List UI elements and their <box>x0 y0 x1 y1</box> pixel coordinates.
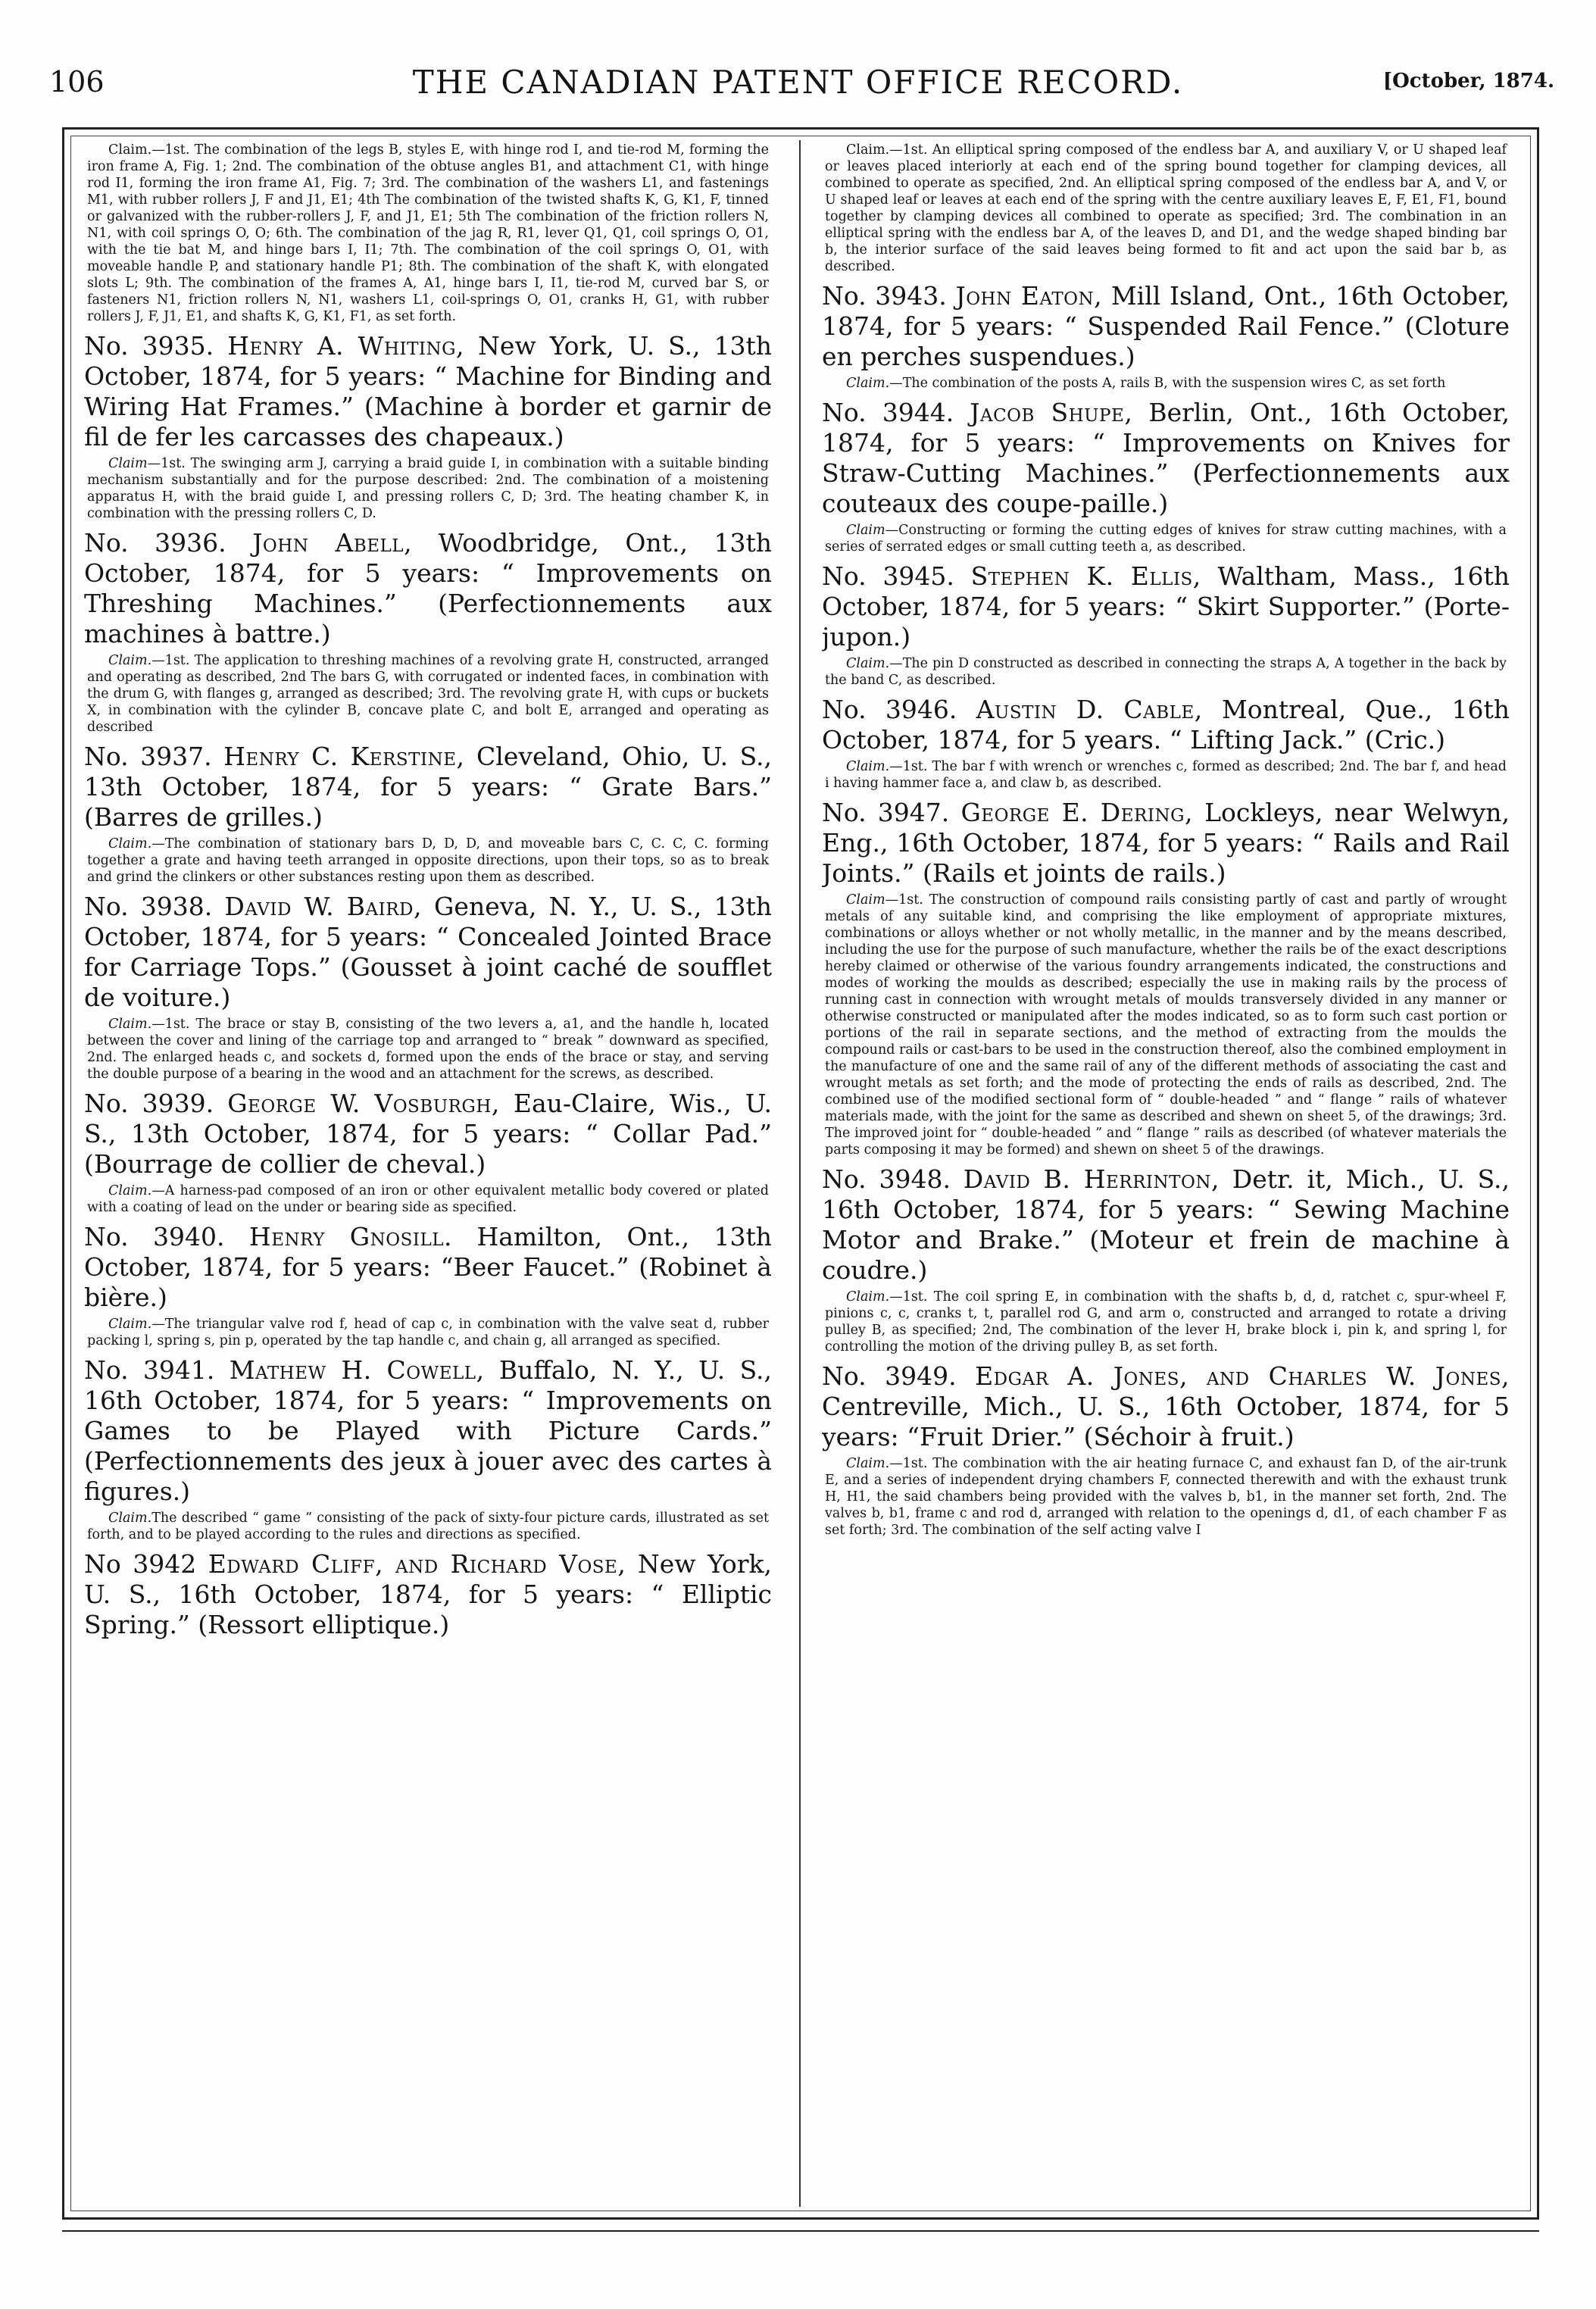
inventor-name: George E. Dering, <box>960 798 1193 827</box>
patent-details: Berlin, Ont., 16th October, 1874, for 5 years: “ Improvements on Knives for Straw-Cutting Machines.” (Perfectionnements aux couteaux des coupe-paille.) <box>822 398 1510 518</box>
patent-number: No. 3936. <box>84 528 226 558</box>
patent-number: No. 3944. <box>822 398 954 427</box>
inventor-name: John Eaton, <box>955 281 1103 311</box>
inventor-name: Henry Gnosill. <box>248 1222 453 1251</box>
patent-number: No. 3946. <box>822 695 957 724</box>
entry-list <box>84 331 772 1640</box>
patent-number: No. 3947. <box>822 798 950 827</box>
patent-number: No. 3943. <box>822 281 947 311</box>
claim-label: Claim. <box>846 759 890 774</box>
patent-details: Centreville, Mich., U. S., 16th October, 1874, for 5 years: “Fruit Drier.” (Séchoir à fruit.) <box>822 1392 1510 1451</box>
patent-claim <box>87 1316 769 1349</box>
patent-number: No. 3939. <box>84 1089 214 1118</box>
patent-number: No. 3938. <box>84 892 213 921</box>
patent-claim <box>825 522 1507 555</box>
issue-date: [October, 1874. <box>1382 70 1554 92</box>
patent-entry <box>822 281 1510 372</box>
patent-details: Buffalo, N. Y., U. S., 16th October, 1874, for 5 years: “ Improvements on Games to be Played with Picture Cards.” (Perfectionnements des jeux à jouer avec des cartes à figures.) <box>84 1355 772 1506</box>
inventor-name: Austin D. Cable, <box>976 695 1203 724</box>
patent-claim <box>87 455 769 522</box>
patent-number: No. 3945. <box>822 561 954 591</box>
continued-claim: Claim.—1st. The combination of the legs B, styles E, with hinge rod I, and tie-rod M, forming the iron frame A, Fig. 1; 2nd. The combination of the obtuse angles B1, and attachment C1, with hinge rod I1, forming the iron frame A1, Fig. 7; 3rd. The combination of the washers L1, and fastenings M1, with rubber rollers J, F and J1, E1; 4th The combination of the twisted shafts K, G, K1, F, tinned or galvanized with the rubber-rollers J, F, and J1, E1; 5th The combination of the friction rollers N, N1, with coil springs O, O; 6th. The combination of the jag R, R1, lever Q1, Q1, coil springs O, O1, with the tie bat M, and hinge bars I, I1; 7th. The combination of the coil springs O, O1, with moveable handle P, and stationary handle P1; 8th. The combination of the shaft K, with elongated slots L; 9th. The combination of the frames A, A1, hinge bars I, I1, tie-rod M, curved bar S, or fasteners N1, friction rollers N, N1, washers L1, coil-springs O, O1, cranks H, G1, with rubber rollers J, F, J1, E1, and shafts K, G, K1, F1, as set forth. <box>87 142 769 324</box>
claim-label: Claim. <box>108 653 152 668</box>
patent-claim <box>87 1510 769 1543</box>
patent-details: Geneva, N. Y., U. S., 13th October, 1874, for 5 years: “ Concealed Jointed Brace for Carriage Tops.” (Gousset à joint caché de soufflet de voiture.) <box>84 892 772 1012</box>
claim-label: Claim. <box>846 656 890 671</box>
running-head <box>42 59 1554 112</box>
patent-claim <box>87 1016 769 1083</box>
patent-entry <box>822 695 1510 755</box>
left-column <box>84 142 772 2207</box>
patent-details: Detr. it, Mich., U. S., 16th October, 1874, for 5 years: “ Sewing Machine Motor and Brake.” (Moteur et frein de machine à coudre.) <box>822 1164 1510 1285</box>
inventor-name: David B. Herrinton, <box>963 1164 1220 1194</box>
patent-number: No. 3940. <box>84 1222 225 1251</box>
patent-details: Montreal, Que., 16th October, 1874, for 5 years. “ Lifting Jack.” (Cric.) <box>822 695 1510 755</box>
claim-text: —The combination of the posts A, rails B, with the suspension wires C, as set forth <box>889 376 1446 391</box>
patent-entry <box>822 398 1510 519</box>
patent-number: No. 3937. <box>84 742 212 771</box>
claim-text: —1st. The swinging arm J, carrying a braid guide I, in combination with a suitable binding mechanism substantially and for the purpose described: 2nd. The combination of a moistening apparatus H, with the braid guide I, and pressing rollers C, D; 3rd. The heating chamber K, in combination with the pressing rollers C, D. <box>87 456 769 521</box>
patent-claim <box>825 1455 1507 1539</box>
patent-claim <box>825 375 1507 392</box>
claim-text: —Constructing or forming the cutting edges of knives for straw cutting machines, with a series of serrated edges or small cutting teeth a, as described. <box>825 523 1507 555</box>
page-frame <box>62 127 1539 2220</box>
patent-entry <box>84 1549 772 1640</box>
patent-entry <box>84 1222 772 1313</box>
patent-claim <box>825 758 1507 792</box>
patent-claim <box>87 836 769 886</box>
claim-label: Claim. <box>846 376 890 391</box>
claim-text: —A harness-pad composed of an iron or other equivalent metallic body covered or plated with a coating of lead on the under or bearing side as specified. <box>87 1183 769 1215</box>
entry-list <box>822 281 1510 1539</box>
inventor-name: Edward Cliff, and Richard Vose, <box>208 1549 626 1579</box>
patent-details: Eau-Claire, Wis., U. S., 13th October, 1874, for 5 years: “ Collar Pad.” (Bourrage de collier de cheval.) <box>84 1089 772 1179</box>
patent-details: Cleveland, Ohio, U. S., 13th October, 1874, for 5 years: “ Grate Bars.” (Barres de grilles.) <box>84 742 772 832</box>
inventor-name: Henry A. Whiting, <box>227 331 465 361</box>
journal-title: THE CANADIAN PATENT OFFICE RECORD. <box>412 64 1184 101</box>
claim-label: Claim. <box>108 1017 152 1032</box>
claim-text: —1st. The combination with the air heating furnace C, and exhaust fan D, of the air-trunk E, and a series of independent drying chambers F, connected therewith and with the exhaust trunk H, H1, the said chambers being provided with the valves b, b1, in the manner set forth, 2nd. The valves b, b1, frame c and rod d, arranged with relation to the openings d, d1, of each chamber F as set forth; 3rd. The combination of the self acting valve I <box>825 1456 1507 1538</box>
patent-entry <box>84 892 772 1013</box>
inventor-name: Stephen K. Ellis, <box>970 561 1201 591</box>
claim-text: —The pin D constructed as described in connecting the straps A, A together in the back by the band C, as described. <box>825 656 1507 688</box>
patent-details: Hamilton, Ont., 13th October, 1874, for 5 years: “Beer Faucet.” (Robinet à bière.) <box>84 1222 772 1312</box>
patent-details: Woodbridge, Ont., 13th October, 1874, for 5 years: “ Improvements on Threshing Machines.” (Perfectionnements aux machines à battre.) <box>84 528 772 648</box>
patent-claim <box>87 652 769 736</box>
patent-entry <box>84 742 772 833</box>
right-column <box>822 142 1510 2207</box>
patent-details: New York, U. S., 13th October, 1874, for 5 years: “ Machine for Binding and Wiring Hat Frames.” (Machine à border et garnir de fil de fer les carcasses des chapeaux.) <box>84 331 772 451</box>
claim-label: Claim. <box>108 1317 152 1332</box>
patent-details: New York, U. S., 16th October, 1874, for 5 years: “ Elliptic Spring.” (Ressort elliptique.) <box>84 1549 772 1639</box>
patent-claim <box>825 1289 1507 1355</box>
claim-text: —1st. The coil spring E, in combination with the shafts b, d, d, ratchet c, spur-wheel F, pinions c, c, cranks t, t, parallel rod G, and arm o, constructed and arranged to rotate a driving pulley B, as specified; 2nd, The combination of the lever H, brake block i, pin k, and spring l, for controlling the motion of the driving pulley B, as set forth. <box>825 1289 1507 1354</box>
patent-entry <box>84 1089 772 1179</box>
patent-number: No. 3941. <box>84 1355 215 1385</box>
patent-entry <box>822 561 1510 652</box>
claim-label: Claim <box>846 892 885 908</box>
patent-number: No 3942 <box>84 1549 197 1579</box>
patent-entry <box>84 528 772 649</box>
claim-label: Claim <box>846 523 885 538</box>
patent-entry <box>84 1355 772 1507</box>
claim-text: —The triangular valve rod f, head of cap c, in combination with the valve seat d, rubber packing l, spring s, pin p, operated by the tap handle c, and chain g, all arranged as specified. <box>87 1317 769 1348</box>
claim-text: —1st. The construction of compound rails consisting partly of cast and partly of wrought metals of any suitable kind, and comprising the like employment of appropriate mixtures, combinations or alloys whether or not wholly metallic, in the manner and by the means described, including the use for the purpose of such manufacture, whether the rails be of the exact descriptions hereby claimed or otherwise of the various foundry arrangements indicated, the constructions and modes of working the moulds as described; especially the use in making rails by the process of running cast in connection with wrought metals of moulds transversely divided in any manner or otherwise constructed or manipulated after the modes indicated, so as to form such cast portion or portions of the rail in separate sections, and the method of extracting from the moulds the compound rails or cast-bars to be used in the construction thereof, also the combined employment in the manufacture of one and the same rail of any of the different methods of associating the cast and wrought metals as set forth; and the mode of protecting the ends of rails as described, 2nd. The combined use of the modified sectional form of “ double-headed ” and “ flange ” rails of whatever materials made, with the joint for the same as described and shewn on sheet 5, of the drawings; 3rd. The improved joint for “ double-headed ” and “ flange ” rails as described (of whatever materials the parts composing it may be formed) and shewn on sheet 5 of the drawings. <box>825 892 1507 1158</box>
patent-entry <box>84 331 772 452</box>
inventor-name: John Abell, <box>252 528 413 558</box>
inventor-name: Edgar A. Jones, and Charles W. Jones, <box>975 1361 1510 1391</box>
column-divider <box>799 140 801 2207</box>
claim-text: —The combination of stationary bars D, D, D, and moveable bars C, C. C, C. forming together a grate and having teeth arranged in opposite directions, upon their tops, so as to break and grind the clinkers or other substances resting upon them as described. <box>87 836 769 885</box>
inventor-name: Henry C. Kerstine, <box>223 742 465 771</box>
inventor-name: George W. Vosburgh, <box>227 1089 500 1118</box>
patent-number: No. 3949. <box>822 1361 957 1391</box>
bottom-rule <box>62 2230 1539 2232</box>
claim-label: Claim. <box>108 836 152 851</box>
claim-text: —1st. The bar f with wrench or wrenches c, formed as described; 2nd. The bar f, and head i having hammer face a, and claw b, as described. <box>825 759 1507 791</box>
claim-label: Claim. <box>108 1511 152 1526</box>
claim-label: Claim. <box>846 1289 890 1304</box>
patent-claim <box>87 1183 769 1216</box>
continued-claim: Claim.—1st. An elliptical spring composed of the endless bar A, and auxiliary V, or U shaped leaf or leaves placed interiorly at each end of the spring bound together for clamping devices, all combined to operate as specified, 2nd. An elliptical spring composed of the endless bar A, and V, or U shaped leaf or leaves at each end of the spring with the centre auxiliary leaves E, F, E1, F1, bound together by clamping devices all combined to operate as specified; 3rd. The combination in an elliptical spring with the endless bar A, of the leaves D, and D1, and the wedge shaped binding bar b, the interior surface of the said leaves being formed to fit and act upon the said bar b, as described. <box>825 142 1507 274</box>
claim-text: The described “ game ” consisting of the pack of sixty-four picture cards, illustrated as set forth, and to be played according to the rules and directions as specified. <box>87 1511 769 1542</box>
patent-number: No. 3935. <box>84 331 214 361</box>
inventor-name: Jacob Shupe, <box>970 398 1133 427</box>
patent-claim <box>825 892 1507 1158</box>
claim-label: Claim. <box>108 1183 152 1198</box>
page-number: 106 <box>49 65 105 98</box>
patent-entry <box>822 1164 1510 1286</box>
patent-number: No. 3948. <box>822 1164 951 1194</box>
inventor-name: David W. Baird, <box>224 892 422 921</box>
claim-text: —1st. The application to threshing machines of a revolving grate H, constructed, arranged and operating as described, 2nd The bars G, with corrugated or indented faces, in combination with the drum G, with flanges g, arranged as described; 3rd. The revolving grate H, with cups or buckets X, in combination with the cylinder B, concave plate C, and bolt E, arranged and operating as described <box>87 653 769 735</box>
claim-label: Claim. <box>846 1456 890 1471</box>
inventor-name: Mathew H. Cowell, <box>229 1355 485 1385</box>
patent-details: Mill Island, Ont., 16th October, 1874, for 5 years: “ Suspended Rail Fence.” (Cloture en perches suspendues.) <box>822 281 1510 371</box>
claim-label: Claim <box>108 456 148 471</box>
patent-details: Waltham, Mass., 16th October, 1874, for 5 years: “ Skirt Supporter.” (Porte-jupon.) <box>822 561 1510 651</box>
patent-entry <box>822 798 1510 889</box>
claim-text: —1st. The brace or stay B, consisting of the two levers a, a1, and the handle h, located between the cover and lining of the carriage top and arranged to “ break ” downward as specified, 2nd. The enlarged heads c, and sockets d, formed upon the ends of the brace or stay, and serving the double purpose of a bearing in the wood and an attachment for the screws, as described. <box>87 1017 769 1082</box>
patent-entry <box>822 1361 1510 1452</box>
patent-details: Lockleys, near Welwyn, Eng., 16th October, 1874, for 5 years: “ Rails and Rail Joints.” (Rails et joints de rails.) <box>822 798 1510 888</box>
patent-claim <box>825 655 1507 689</box>
